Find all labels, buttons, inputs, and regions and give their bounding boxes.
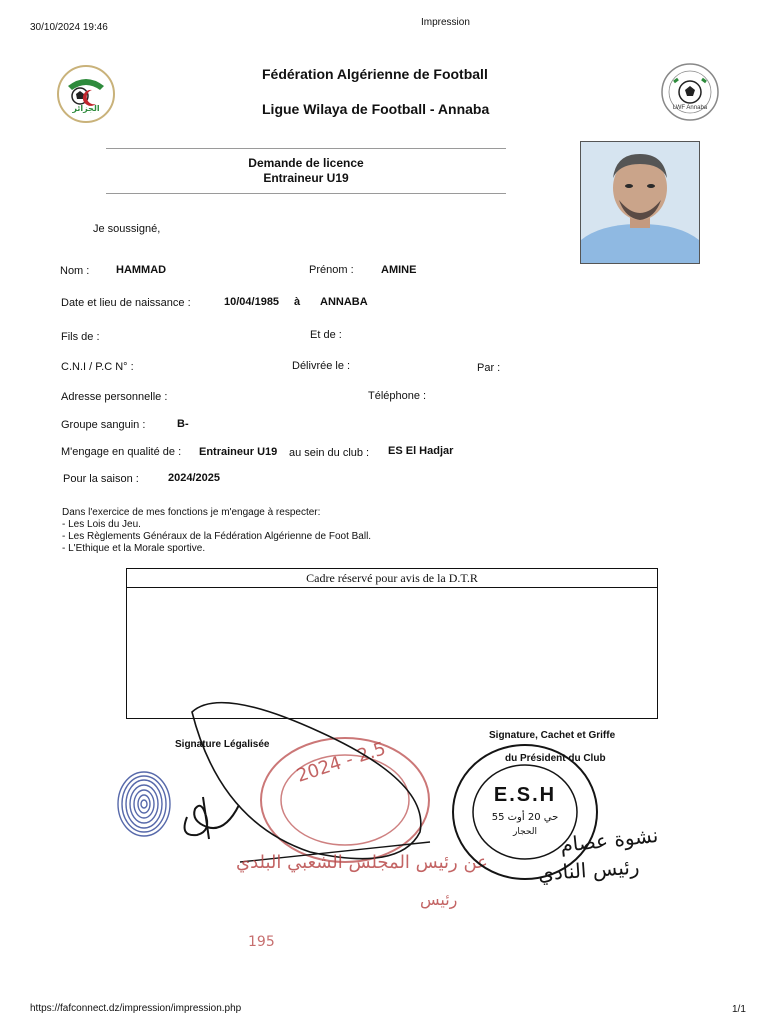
engagement-item: - Les Règlements Généraux de la Fédération Algérienne de Foot Ball. bbox=[62, 531, 372, 542]
engagement-item: - L'Ethique et la Morale sportive. bbox=[62, 543, 206, 554]
mayor-handwriting-1: عن رئيس المجلس الشعبي البلدي bbox=[236, 852, 488, 873]
prenom-label: Prénom : bbox=[309, 264, 354, 276]
print-title: Impression bbox=[421, 17, 470, 28]
engage-label: M'engage en qualité de : bbox=[61, 446, 182, 458]
nom-label: Nom : bbox=[60, 265, 90, 277]
footer-url: https://fafconnect.dz/impression/impression.php bbox=[30, 1003, 242, 1014]
saison-label: Pour la saison : bbox=[63, 473, 139, 485]
naissance-lieu: ANNABA bbox=[320, 296, 368, 308]
etde-label: Et de : bbox=[310, 329, 342, 341]
prenom-value: AMINE bbox=[381, 264, 417, 276]
club-stamp-sub2: الحجار bbox=[513, 827, 537, 837]
engage-value: Entraineur U19 bbox=[199, 446, 278, 458]
club-stamp-sub: حي 20 أوت 55 bbox=[491, 812, 559, 823]
par-label: Par : bbox=[477, 362, 501, 374]
league-title: Ligue Wilaya de Football - Annaba bbox=[262, 101, 490, 117]
signature-loop bbox=[180, 692, 450, 872]
president-handwriting-2: رئيس النادي bbox=[537, 854, 641, 886]
signature-president-label-2: du Président du Club bbox=[505, 753, 606, 764]
print-datetime: 30/10/2024 19:46 bbox=[30, 22, 108, 33]
club-stamp-initials: E.S.H bbox=[493, 784, 557, 806]
club-value: ES El Hadjar bbox=[388, 445, 454, 457]
faf-logo-text: الجزائر bbox=[72, 104, 100, 113]
club-label: au sein du club : bbox=[289, 447, 370, 459]
form-title-line1: Demande de licence bbox=[248, 156, 364, 170]
nom-value: HAMMAD bbox=[116, 264, 167, 276]
dtr-box-title: Cadre réservé pour avis de la D.T.R bbox=[127, 569, 657, 588]
league-logo-text: LWF Annaba bbox=[672, 105, 708, 111]
groupe-label: Groupe sanguin : bbox=[61, 419, 146, 431]
fils-label: Fils de : bbox=[61, 331, 100, 343]
engagements-intro: Dans l'exercice de mes fonctions je m'engage à respecter: bbox=[62, 507, 321, 518]
mayor-stamp-date: 2024 - 2.5 bbox=[294, 738, 389, 787]
league-logo bbox=[660, 62, 720, 122]
signature-legalisee-label: Signature Légalisée bbox=[175, 739, 270, 750]
mayor-handwriting-2: رئيس bbox=[420, 890, 458, 909]
form-title bbox=[106, 156, 506, 186]
signature-president-label-1: Signature, Cachet et Griffe bbox=[489, 730, 616, 741]
engagement-item: - Les Lois du Jeu. bbox=[62, 519, 141, 530]
title-bottom-rule bbox=[106, 193, 506, 194]
footer-page: 1/1 bbox=[732, 1004, 746, 1015]
faf-logo bbox=[56, 64, 116, 124]
saison-value: 2024/2025 bbox=[168, 472, 220, 484]
form-title-line2: Entraineur U19 bbox=[263, 171, 349, 185]
president-handwriting-1: نشوة عصام bbox=[559, 822, 660, 858]
naissance-label: Date et lieu de naissance : bbox=[61, 297, 191, 309]
cni-label: C.N.I / P.C N° : bbox=[61, 361, 134, 373]
applicant-photo bbox=[580, 141, 700, 264]
naissance-a: à bbox=[294, 296, 301, 308]
adresse-label: Adresse personnelle : bbox=[61, 391, 168, 403]
mayor-number: 195 bbox=[248, 934, 275, 950]
engagements-block bbox=[62, 507, 371, 555]
naissance-date: 10/04/1985 bbox=[224, 296, 280, 308]
title-top-rule bbox=[106, 148, 506, 149]
groupe-value: B- bbox=[177, 418, 189, 430]
intro-text: Je soussigné, bbox=[93, 223, 161, 235]
delivree-label: Délivrée le : bbox=[292, 360, 351, 372]
federation-title: Fédération Algérienne de Football bbox=[262, 66, 488, 82]
telephone-label: Téléphone : bbox=[368, 390, 427, 402]
fingerprint-icon bbox=[114, 768, 174, 840]
